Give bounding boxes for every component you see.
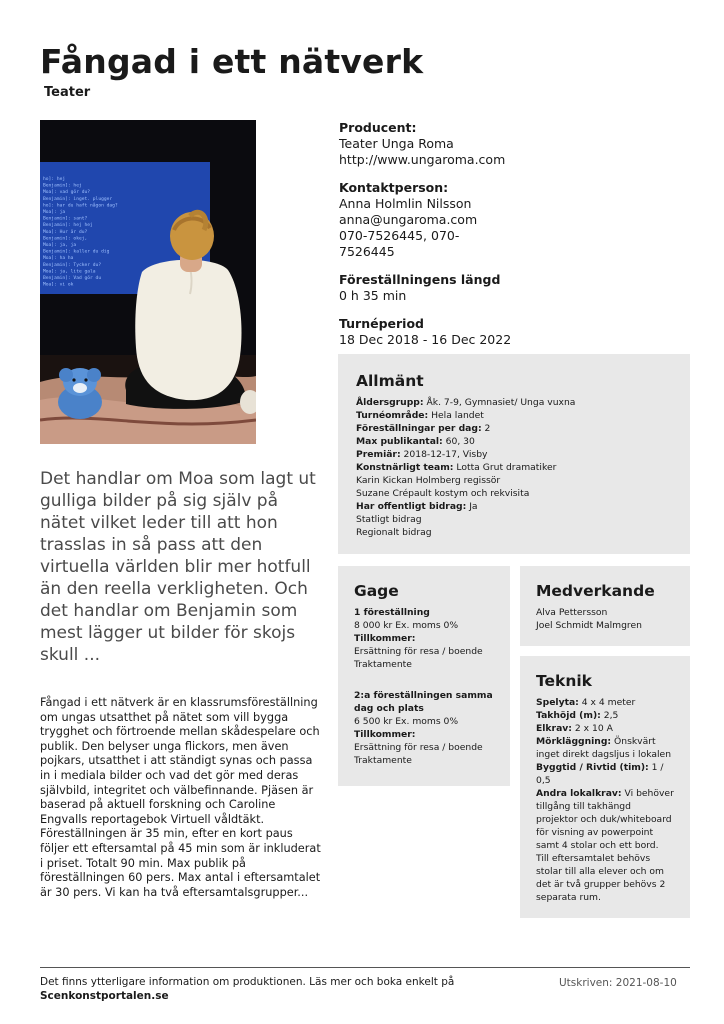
fee-1-extra-2: Traktamente (354, 659, 412, 670)
area-row: Turnéområde: Hela landet (356, 410, 484, 421)
fee-2-title-cont: dag och plats (354, 703, 424, 714)
category-label: Teater (44, 85, 91, 100)
production-photo (40, 120, 256, 444)
other-req-line: separata rum. (536, 892, 601, 903)
team-row-2: Karin Kickan Holmberg regissör (356, 475, 501, 486)
screen-chat-line: Benjamin]: Tycker du? (43, 262, 102, 268)
tour-value: 18 Dec 2018 - 16 Dec 2022 (339, 332, 512, 347)
tour-label: Turnéperiod (339, 316, 425, 331)
age-row: Åldersgrupp: Åk. 7-9, Gymnasiet/ Unga vuxna (356, 397, 576, 408)
screen-chat-line: Moa]: Hur är du? (43, 229, 88, 235)
perday-row: Föreställningar per dag: 2 (356, 423, 491, 434)
cast-box (520, 566, 690, 646)
contact-email[interactable]: anna@ungaroma.com (339, 212, 478, 227)
technical-box (520, 656, 690, 918)
lead-paragraph: Det handlar om Moa som lagt ut gulliga bilder på sig själv på nätet vilket leder till att hon trasslas in så pass att den virtuella världen blir mer hotfull än den reella verkligheten. Och det handlar om Benjamin som mest lägger ut bilder för skojs skull ... (40, 469, 316, 665)
description-paragraph: Fångad i ett nätverk är en klassrumsföreställning om ungas utsatthet på nätet som vill bygga trygghet och förtroende mellan skådespelare och publik. Den belyser unga flickors, men även pojkars, utsatthet i att ständigt synas och passa in i mediala bilder och vad det gör med deras självbild, integritet och välbefinnande. Pjäsen är baserad på aktuell forskning och Caroline Engvalls reportagebok Virtuell våldtäkt. Föreställningen är 35 min, efter en kort paus följer ett eftersamtal på 45 min som är inkluderat i priset. Totalt 90 min. Max publik på föreställningen 60 pers. Max antal i eftersamtalet är 30 pers. Vi kan ha två eftersamtalsgrupper... (40, 696, 321, 899)
fee-heading: Gage (354, 582, 399, 600)
build-row-cont: 0,5 (536, 775, 551, 786)
team-row-3: Suzane Crépault kostym och rekvisita (356, 488, 530, 499)
support-row: Har offentligt bidrag: Ja (356, 501, 478, 512)
screen-chat-line: Benjamin]: kaller du dig (43, 249, 110, 255)
fee-2-extra-1: Ersättning för resa / boende (354, 742, 483, 753)
fee-2-extra-label: Tillkommer: (354, 729, 416, 740)
screen-chat-line: Benjamin]: hej hej (43, 223, 93, 229)
producer-name: Teater Unga Roma (339, 136, 454, 151)
other-req-line: för visning av powerpoint (536, 827, 654, 838)
footer-site-link[interactable]: Scenkonstportalen.se (40, 989, 169, 1002)
screen-chat-line: Benjamin]: sant? (43, 216, 88, 222)
other-req-row: Andra lokalkrav: Vi behöver (536, 788, 674, 799)
audience-row: Max publikantal: 60, 30 (356, 436, 475, 447)
fee-1-price: 8 000 kr Ex. moms 0% (354, 620, 459, 631)
height-row: Takhöjd (m): 2,5 (536, 710, 619, 721)
screen-chat-line: Benjamin]: inget. plugger (43, 196, 113, 202)
fee-box (338, 566, 510, 786)
other-req-line: tillgång till takhängd (536, 801, 631, 812)
footer-note (40, 976, 454, 1003)
fee-1-title: 1 föreställning (354, 607, 430, 618)
fee-2-extra-2: Traktamente (354, 755, 412, 766)
screen-chat-line: Moa]: ja (43, 210, 66, 215)
screen-chat-line: Benjamin]: hej (43, 183, 82, 189)
production-info (339, 120, 539, 360)
general-info-box (338, 354, 690, 554)
cast-member: Joel Schmidt Malmgren (536, 620, 642, 631)
contact-name: Anna Holmlin Nilsson (339, 196, 472, 211)
technical-heading: Teknik (536, 672, 592, 690)
producer-link[interactable]: http://www.ungaroma.com (339, 152, 506, 167)
general-heading: Allmänt (356, 372, 424, 390)
other-req-line: det är två grupper behövs 2 (536, 879, 666, 890)
contact-label: Kontaktperson: (339, 180, 449, 195)
team-row: Konstnärligt team: Lotta Grut dramatiker (356, 462, 557, 473)
page-title: Fångad i ett nätverk (40, 42, 424, 81)
screen-chat-line: Benjamin]: okej, (43, 236, 88, 242)
support-row-2: Statligt bidrag (356, 514, 422, 525)
footer-divider (40, 967, 690, 968)
length-label: Föreställningens längd (339, 272, 501, 287)
power-row: Elkrav: 2 x 10 A (536, 723, 613, 734)
fee-2-price: 6 500 kr Ex. moms 0% (354, 716, 459, 727)
fee-1-extra-1: Ersättning för resa / boende (354, 646, 483, 657)
screen-chat-line: ho]: har du haft någon dag? (43, 203, 118, 209)
other-req-line: stolar till alla elever och om (536, 866, 664, 877)
print-date: Utskriven: 2021-08-10 (559, 977, 677, 989)
darkening-row-cont: inget direkt dagsljus i lokalen (536, 749, 672, 760)
premiere-row: Premiär: 2018-12-17, Visby (356, 449, 488, 460)
screen-chat-line: Moa]: ja, lite gala (43, 269, 96, 275)
stage-row: Spelyta: 4 x 4 meter (536, 697, 636, 708)
screen-chat-line: Moa]: vi ok (43, 282, 74, 288)
other-req-line: projektor och duk/whiteboard (536, 814, 672, 825)
cast-heading: Medverkande (536, 582, 655, 600)
support-row-3: Regionalt bidrag (356, 527, 432, 538)
fee-2-title: 2:a föreställningen samma (354, 690, 493, 701)
footer-text: Det finns ytterligare information om produktionen. Läs mer och boka enkelt på (40, 976, 455, 988)
other-req-line: samt 4 stolar och ett bord. (536, 840, 659, 851)
producer-label: Producent: (339, 120, 417, 135)
screen-chat-line: Moa]: vad gör du? (43, 190, 91, 196)
screen-chat-line: Moa]: ja, ja (43, 243, 77, 248)
other-req-line: Till eftersamtalet behövs (536, 853, 651, 864)
screen-chat-line: ho]: hej (43, 177, 66, 182)
cast-member: Alva Pettersson (536, 607, 608, 618)
screen-chat-line: Moa]: ha ha (43, 256, 74, 262)
contact-phone: 070-7526445, 070- (339, 228, 460, 243)
darkening-row: Mörkläggning: Önskvärt (536, 736, 656, 747)
screen-chat-line: Benjamin]: Vad gör du (43, 276, 102, 281)
contact-phone-cont: 7526445 (339, 244, 395, 259)
build-row: Byggtid / Rivtid (tim): 1 / (536, 762, 664, 773)
length-value: 0 h 35 min (339, 288, 407, 303)
fee-1-extra-label: Tillkommer: (354, 633, 416, 644)
